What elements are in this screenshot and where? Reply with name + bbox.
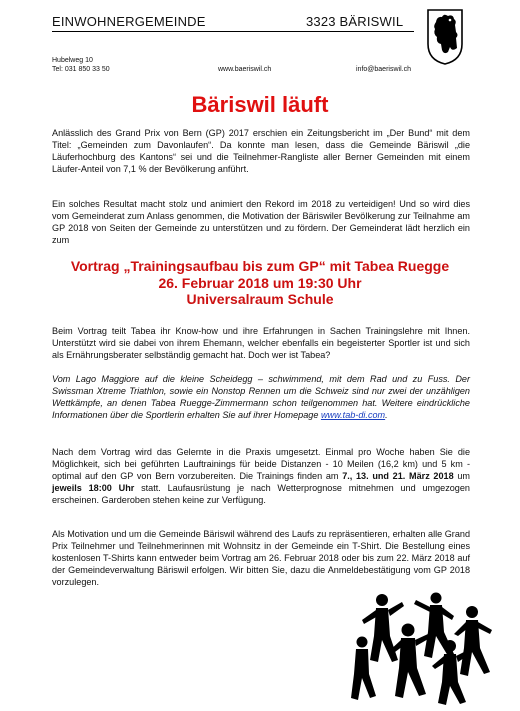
- speaker-bio-text: Vom Lago Maggiore auf die kleine Scheidegg – schwimmend, mit dem Rad und zu Fuss. Der Swissman Xtreme Triathlon, sowie ein Nonstop Rennen um die Schweiz sind nur zwei der unzähligen Wettkämpfe, an denen Tabea Ruegge-Zimmermann schon teilgenommen hat. Weitere eindrückliche Informationen über die Sportlerin erhalten Sie auf ihrer Homepage: [52, 374, 470, 420]
- training-text-2: um: [453, 470, 470, 481]
- training-text-1: Nach dem Vortrag wird das Gelernte in die Praxis umgesetzt. Einmal pro Woche haben Sie die Möglichkeit, sich bei geführten Lauftrainings für beide Distanzen - 10 Meilen (16,2 km) und 5 km - optimal auf den GP von Bern vorzubereiten. Die Trainings finden am: [52, 447, 470, 481]
- tshirt-paragraph: Als Motivation und um die Gemeinde Bäriswil während des Laufs zu repräsentieren, erhalten alle Grand Prix Teilnehmer und Teilnehmerinnen mit Wohnsitz in der Gemeinde ein T-Shirt. Die Bestellung eines kostenlosen T-Shirts kann entweder beim Vortrag am 26. Februar 2018 oder bis zum 22. März 2018 auf der Gemeindeverwaltung Bäriswil erfolgen. Wir bitten Sie, dazu die Anmeldebestätigung vom GP 2018 vorzulegen.: [52, 529, 470, 587]
- page-title: Bäriswil läuft: [191, 92, 329, 117]
- training-time: jeweils 18:00 Uhr: [52, 482, 135, 493]
- talk-date: 26. Februar 2018 um 19:30 Uhr: [158, 274, 362, 291]
- talk-title: Vortrag „Trainingsaufbau bis zum GP“ mit Tabea Ruegge: [70, 258, 450, 274]
- intro-paragraph: Anlässlich des Grand Prix von Bern (GP) 2017 erschien ein Zeitungsbericht im „Der Bund“ mit dem Titel: „Gemeinden zum Davonlaufen“. Da konnte man lesen, dass die Gemeinde Bäriswil „die Läuferhochburg des Kantons“ sei und die Teilnehmer-Rangliste aller Berner Gemeinden mit einem Läufer-Anteil von 7,1 % der Bevölkerung anführt.: [52, 128, 470, 174]
- postal-place: 3323 BÄRISWIL: [306, 14, 404, 29]
- email-text: info@baeriswil.ch: [356, 66, 411, 73]
- municipality-name: EINWOHNERGEMEINDE: [52, 14, 206, 29]
- talk-location: Universalraum Schule: [186, 291, 334, 307]
- talk-announcement: [0, 258, 520, 308]
- address-phone: Tel: 031 850 33 50: [52, 66, 110, 73]
- speaker-bio-end: .: [385, 409, 388, 420]
- header-divider: [52, 31, 414, 32]
- speaker-paragraph: Beim Vortrag teilt Tabea ihr Know-how und ihre Erfahrungen in Sachen Trainingslehre mit Ihnen. Unterstützt wird sie dabei von ihrem Ehemann, welcher ebenfalls ein begeisterter Sportler ist und sich als Ernährungsberater selbständig gemacht hat. Doch wer ist Tabea?: [52, 326, 470, 360]
- runners-silhouette-icon: [350, 590, 498, 706]
- speaker-bio-paragraph: [52, 374, 470, 422]
- website-text: www.baeriswil.ch: [218, 66, 272, 73]
- invitation-paragraph: Ein solches Resultat macht stolz und animiert den Rekord im 2018 zu verteidigen! Und so wird dies vom Gemeinderat zum Anlass genommen, die Motivation der Bäriswiler Bevölkerung zur Teilnahme am GP 2018 von Seiten der Gemeinde zu unterstützen und zu fördern. Der Gemeinderat lädt herzlich ein zum: [52, 199, 470, 245]
- training-dates: 7., 13. und 21. März 2018: [342, 470, 454, 481]
- training-text-3: statt. Laufausrüstung je nach Wetterprognose mitnehmen und umgezogen erscheinen. Garderoben stehen keine zur Verfügung.: [52, 482, 470, 505]
- address-street: Hubelweg 10: [52, 57, 93, 64]
- training-paragraph: [52, 447, 470, 507]
- homepage-link[interactable]: www.tab-di.com: [320, 409, 386, 420]
- bear-coat-of-arms-icon: [426, 8, 464, 66]
